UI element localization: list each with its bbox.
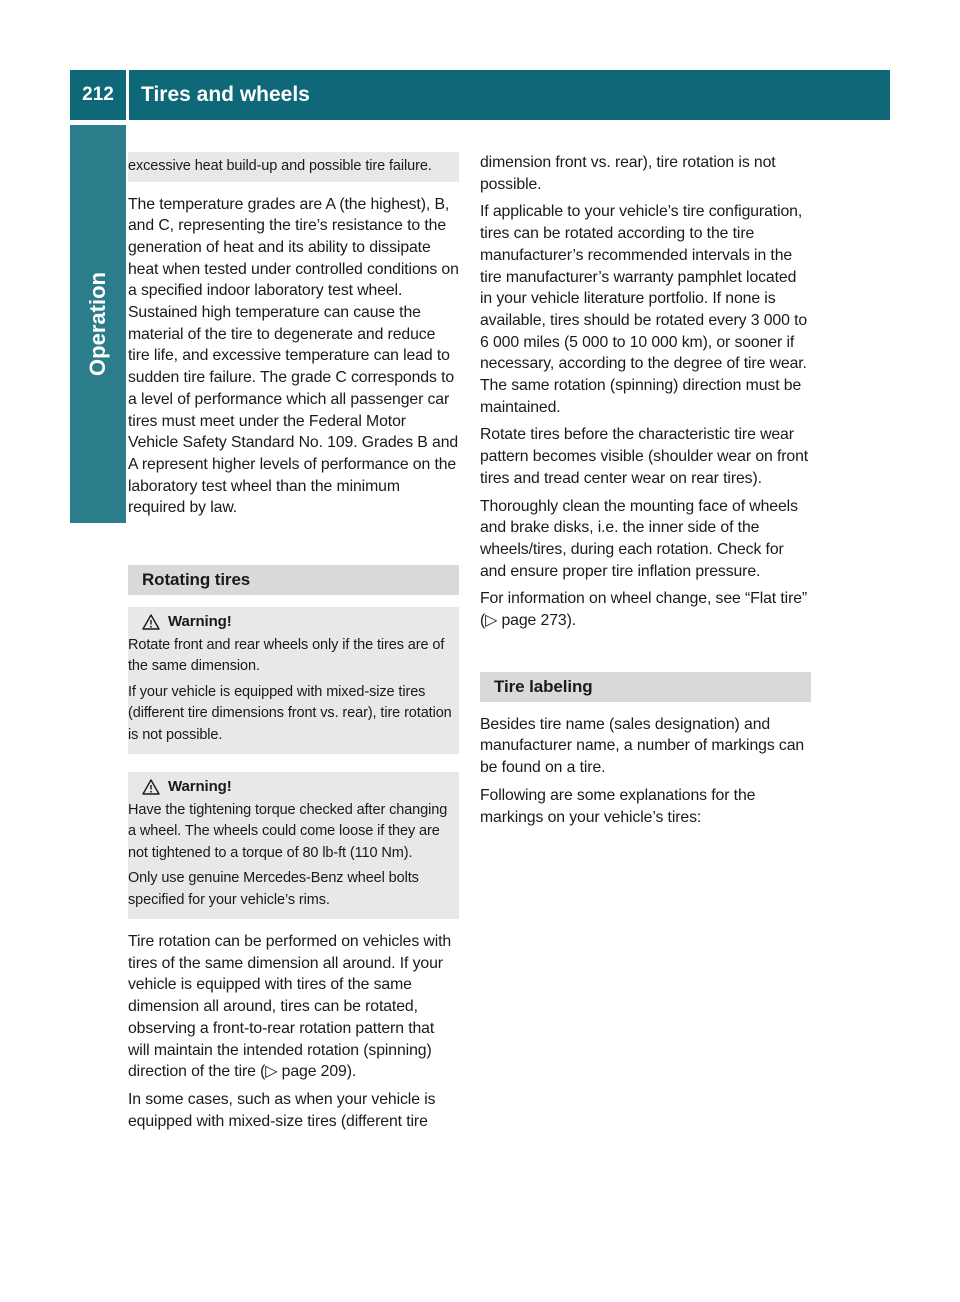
paragraph-tire-rotation: Tire rotation can be performed on vehicles with tires of the same dimension all around. If your vehicle is equipped with tires of the same dimension all around, tires can be rotated, observing a front-to-rear rotation pattern that will maintain the intended rotation (spinning) direction of the tire (▷ page 209). (128, 933, 452, 1081)
warning-text: Only use genuine Mercedes-Benz wheel bolts specified for your vehicle’s rims. (128, 870, 419, 908)
paragraph-flat-tire-ref: For information on wheel change, see “Flat tire” (▷ page 273). (480, 590, 808, 630)
paragraph-tire-markings: Besides tire name (sales designation) and manufacturer name, a number of markings can be found on a tire. (480, 715, 805, 777)
warning-text: Rotate front and rear wheels only if the tires are of the same dimension. (128, 636, 445, 675)
warning-title: Warning! (168, 778, 232, 796)
section-heading-tire-labeling: Tire labeling (480, 672, 811, 702)
section-heading-rotating-tires: Rotating tires (128, 565, 459, 595)
warning-header (128, 611, 459, 633)
warning-box-1 (128, 607, 459, 754)
paragraph-temperature-grades: The temperature grades are A (the highest), B, and C, representing the tire’s resistance to the generation of heat and its ability to dissipate heat when tested under controlled conditions on a specified indoor laboratory test wheel. Sustained high temperature can cause the material of the tire to degenerate and reduce tire life, and excessive temperature can lead to sudden tire failure. The grade C corresponds to a level of performance which all passenger car tires must meet under the Federal Motor Vehicle Safety Standard No. 109. Grades B and A represent higher levels of performance on the laboratory test wheel than the minimum required by law. (128, 195, 459, 517)
warning-text: If your vehicle is equipped with mixed-size tires (different tire dimensions front vs. rear), tire rotation is not possible. (128, 683, 452, 743)
side-tab (70, 125, 126, 523)
paragraph-mixed-size: In some cases, such as when your vehicle is equipped with mixed-size tires (different tire (128, 1090, 436, 1130)
page-header-title: Tires and wheels (129, 70, 890, 120)
warning-header (128, 776, 459, 798)
warning-text: Have the tightening torque checked after changing a wheel. The wheels could come loose if they are not tightened to a torque of 80 lb-ft (110 Nm). (128, 801, 448, 861)
paragraph-clean-mounting: Thoroughly clean the mounting face of wheels and brake disks, i.e. the inner side of the wheels/tires, during each rotation. Check for and ensure proper tire inflation pressure. (480, 497, 798, 580)
paragraph-rotation-intervals: If applicable to your vehicle’s tire configuration, tires can be rotated according to the tire manufacturer’s recommended intervals in the tire manufacturer’s warranty pamphlet located in your vehicle literature portfolio. If none is available, tires should be rotated every 3 000 to 6 000 miles (5 000 to 10 000 km), or sooner if necessary, according to the degree of tire wear. The same rotation (spinning) direction must be maintained. (480, 203, 808, 416)
info-box-continuation (128, 152, 459, 182)
info-box-text: excessive heat build-up and possible tire failure. (128, 158, 432, 174)
warning-title: Warning! (168, 613, 232, 631)
page-number: 212 (70, 70, 126, 120)
right-column (480, 152, 811, 834)
warning-triangle-icon (142, 779, 160, 795)
left-column (128, 152, 459, 1138)
paragraph-dimension: dimension front vs. rear), tire rotation is not possible. (480, 154, 776, 193)
warning-box-2 (128, 772, 459, 919)
paragraph-explanations: Following are some explanations for the markings on your vehicle’s tires: (480, 786, 756, 826)
side-tab-label: Operation (85, 272, 110, 376)
paragraph-rotate-before: Rotate tires before the characteristic tire wear pattern becomes visible (shoulder wear on front tires and tread center wear on rear tires). (480, 426, 809, 487)
warning-triangle-icon (142, 614, 160, 630)
